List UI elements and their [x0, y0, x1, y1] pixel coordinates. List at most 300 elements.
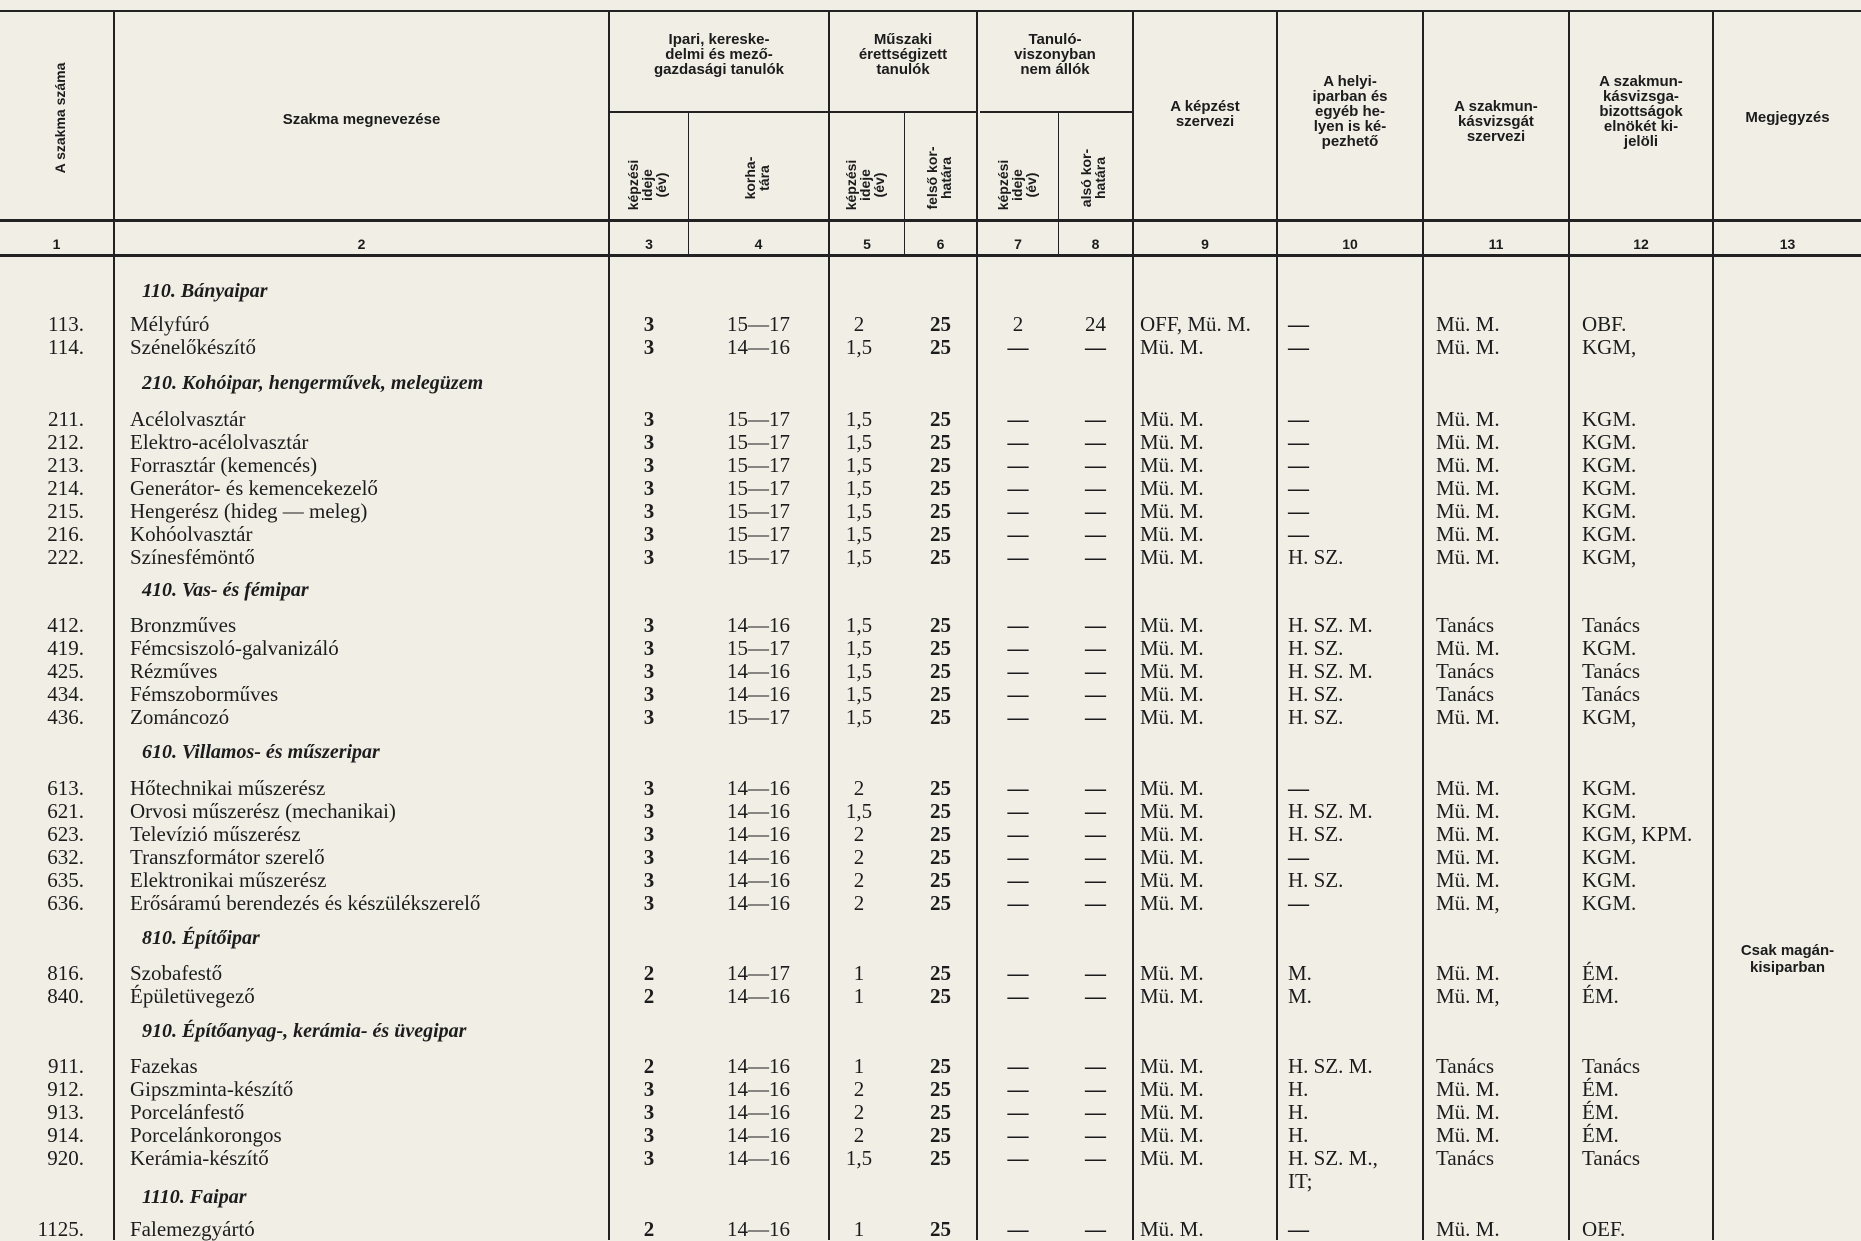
cell-c12: KGM,: [1582, 705, 1637, 729]
cell-c10: H. SZ. M.: [1288, 613, 1373, 637]
cell-c12: ÉM.: [1582, 1100, 1619, 1124]
cell-c3: 3: [643, 659, 655, 683]
row-name: Porcelánkorongos: [130, 1123, 282, 1147]
cell-c8: —: [1085, 891, 1106, 915]
cell-c10: —: [1288, 776, 1309, 800]
cell-c7: —: [1007, 822, 1029, 846]
header-elnok: A szakmun- kásvizsga- bizottságok elnökét ki- jelöli: [1599, 73, 1683, 150]
cell-c5: 2: [853, 1100, 865, 1124]
cell-c6: 25: [930, 984, 951, 1008]
cell-c6: 25: [930, 682, 951, 706]
cell-c6: 25: [930, 545, 951, 569]
cell-c7: —: [1007, 682, 1029, 706]
megjegyzes-note: Csak magán- kisiparban: [1740, 942, 1835, 976]
cell-c7: —: [1007, 335, 1029, 359]
cell-c12: KGM,: [1582, 545, 1637, 569]
group-rule-tanulo: [980, 111, 1132, 113]
header-korhatara-4: korha- tára: [742, 156, 772, 200]
header-megjegyzes: Megjegyzés: [1745, 109, 1830, 126]
row-name: Kerámia-készítő: [130, 1146, 269, 1170]
cell-c6: 25: [930, 776, 951, 800]
cell-c5: 2: [853, 868, 865, 892]
cell-c11: Mü. M.: [1436, 407, 1500, 431]
cell-c6: 25: [930, 868, 951, 892]
cell-c5: 1,5: [845, 430, 873, 454]
header-muszaki-group: Műszaki érettségizett tanulók: [858, 31, 948, 78]
cell-c8: —: [1085, 659, 1106, 683]
cell-c5: 1,5: [845, 659, 873, 683]
cell-c10: H. SZ.: [1288, 822, 1344, 846]
cell-c12: KGM.: [1582, 499, 1637, 523]
cell-c12: KGM.: [1582, 845, 1637, 869]
row-name: Épületüvegező: [130, 984, 255, 1008]
col-rule: [1712, 10, 1714, 1240]
cell-c12: Tanács: [1582, 682, 1640, 706]
cell-c9: Mü. M.: [1140, 1077, 1204, 1101]
row-name: Transzformátor szerelő: [130, 845, 325, 869]
row-code: 613.: [47, 776, 84, 800]
cell-c11: Mü. M.: [1436, 545, 1500, 569]
col-rule: [1422, 10, 1424, 1240]
cell-c10: H. SZ.: [1288, 682, 1344, 706]
cell-c6: 25: [930, 613, 951, 637]
cell-c5: 2: [853, 845, 865, 869]
cell-c7: —: [1007, 430, 1029, 454]
row-code: 215.: [47, 499, 84, 523]
cell-c4: 14—16: [727, 659, 790, 683]
row-code: 211.: [48, 407, 84, 431]
cell-c7: —: [1007, 1217, 1029, 1241]
cell-c9: OFF, Mü. M.: [1140, 312, 1251, 336]
cell-c3: 3: [643, 430, 655, 454]
cell-c11: Mü. M,: [1436, 984, 1500, 1008]
row-name: Szénelőkészítő: [130, 335, 256, 359]
cell-c12: KGM,: [1582, 335, 1637, 359]
cell-c7: —: [1007, 891, 1029, 915]
col-number: 11: [1488, 236, 1504, 252]
cell-c4: 14—16: [727, 1123, 790, 1147]
row-name: Fazekas: [130, 1054, 198, 1078]
cell-c11: Mü. M.: [1436, 1100, 1500, 1124]
cell-c3: 3: [643, 1100, 655, 1124]
cell-c9: Mü. M.: [1140, 613, 1204, 637]
col-number: 10: [1342, 236, 1358, 252]
cell-c8: —: [1085, 636, 1106, 660]
cell-c5: 1,5: [845, 335, 873, 359]
cell-c3: 2: [643, 961, 655, 985]
cell-c10: H. SZ. M.,: [1288, 1146, 1378, 1170]
cell-c4: 15—17: [727, 407, 790, 431]
cell-c10: H. SZ. M.: [1288, 799, 1373, 823]
cell-c12: KGM.: [1582, 868, 1637, 892]
cell-c10: —: [1288, 312, 1309, 336]
cell-c8: —: [1085, 1217, 1106, 1241]
row-code: 114.: [48, 335, 84, 359]
row-name: Mélyfúró: [130, 312, 210, 336]
cell-c4: 14—16: [727, 776, 790, 800]
cell-c8: —: [1085, 961, 1106, 985]
header-kepzesi-ideje-7: képzési ideje (év): [995, 159, 1039, 211]
cell-c8: —: [1085, 799, 1106, 823]
section-heading: 210. Kohóipar, hengerművek, melegüzem: [142, 372, 484, 394]
cell-c8: —: [1085, 613, 1106, 637]
cell-c11: Mü. M.: [1436, 776, 1500, 800]
header-ipari-group: Ipari, kereske- delmi és mező- gazdasági tanulók: [653, 31, 785, 78]
col-number: 2: [357, 236, 366, 252]
row-name: Zománcozó: [130, 705, 230, 729]
cell-c6: 25: [930, 430, 951, 454]
cell-c10: —: [1288, 891, 1309, 915]
cell-c11: Mü. M.: [1436, 453, 1500, 477]
cell-c10: H. SZ.: [1288, 705, 1344, 729]
col-number: 5: [863, 236, 871, 252]
cell-c6: 25: [930, 891, 951, 915]
header-szervezi: A képzést szervezi: [1170, 98, 1240, 130]
group-rule-ipari: [610, 111, 828, 113]
row-name: Erősáramú berendezés és készülékszerelő: [130, 891, 481, 915]
row-name: Kohóolvasztár: [130, 522, 253, 546]
cell-c10: —: [1288, 522, 1309, 546]
cell-c7: —: [1007, 659, 1029, 683]
cell-c7: —: [1007, 636, 1029, 660]
row-code: 213.: [47, 453, 84, 477]
cell-c5: 2: [853, 1077, 865, 1101]
cell-c10: H.: [1288, 1123, 1309, 1147]
cell-c3: 3: [643, 682, 655, 706]
cell-c6: 25: [930, 453, 951, 477]
row-name: Szobafestő: [130, 961, 223, 985]
cell-c10: —: [1288, 453, 1309, 477]
cell-c9: Mü. M.: [1140, 891, 1204, 915]
cell-c6: 25: [930, 705, 951, 729]
row-code: 222.: [47, 545, 84, 569]
cell-c5: 1,5: [845, 407, 873, 431]
header-megnevezes: Szakma megnevezése: [282, 111, 441, 128]
cell-c5: 1,5: [845, 522, 873, 546]
row-code: 621.: [47, 799, 84, 823]
cell-c10: H.: [1288, 1077, 1309, 1101]
row-name: Fémcsiszoló-galvanizáló: [130, 636, 339, 660]
cell-c8: —: [1085, 868, 1106, 892]
col-number: 8: [1091, 236, 1100, 252]
cell-c8: —: [1085, 682, 1106, 706]
header-kepzesi-ideje-5: képzési ideje (év): [843, 159, 887, 211]
cell-c12: KGM.: [1582, 430, 1637, 454]
cell-c9: Mü. M.: [1140, 845, 1204, 869]
cell-c9: Mü. M.: [1140, 522, 1204, 546]
row-code: 419.: [47, 636, 84, 660]
cell-c4: 14—16: [727, 1146, 790, 1170]
cell-c9: Mü. M.: [1140, 1054, 1204, 1078]
row-code: 1125.: [37, 1217, 84, 1241]
top-rule: [0, 10, 1861, 12]
row-name: Hengerész (hideg — meleg): [130, 499, 368, 523]
cell-c11: Mü. M.: [1436, 476, 1500, 500]
cell-c5: 1,5: [845, 682, 873, 706]
cell-c11: Mü. M.: [1436, 868, 1500, 892]
cell-c10: —: [1288, 476, 1309, 500]
cell-c4: 14—16: [727, 891, 790, 915]
row-code: 436.: [47, 705, 84, 729]
cell-c4: 14—16: [727, 799, 790, 823]
cell-c3: 3: [643, 1146, 655, 1170]
cell-c4: 14—16: [727, 868, 790, 892]
cell-c11: Mü. M.: [1436, 636, 1500, 660]
section-heading: 610. Villamos- és műszeripar: [142, 741, 380, 763]
col-rule: [1276, 10, 1278, 1240]
cell-c9: Mü. M.: [1140, 1217, 1204, 1241]
cell-c3: 3: [643, 891, 655, 915]
cell-c11: Tanács: [1436, 659, 1494, 683]
cell-c3: 2: [643, 984, 655, 1008]
cell-c4: 15—17: [727, 476, 790, 500]
cell-c9: Mü. M.: [1140, 961, 1204, 985]
row-code: 913.: [47, 1100, 84, 1124]
cell-c9: Mü. M.: [1140, 868, 1204, 892]
cell-c3: 2: [643, 1054, 655, 1078]
cell-c8: —: [1085, 822, 1106, 846]
row-name: Forrasztár (kemencés): [130, 453, 318, 477]
cell-c6: 25: [930, 499, 951, 523]
cell-c3: 3: [643, 776, 655, 800]
cell-c9: Mü. M.: [1140, 636, 1204, 660]
cell-c8: —: [1085, 476, 1106, 500]
cell-c8: —: [1085, 1054, 1106, 1078]
cell-c8: —: [1085, 499, 1106, 523]
cell-c4: 14—16: [727, 1100, 790, 1124]
cell-c5: 1,5: [845, 705, 873, 729]
cell-c11: Mü. M.: [1436, 1217, 1500, 1241]
cell-c8: —: [1085, 984, 1106, 1008]
cell-c4: 15—17: [727, 522, 790, 546]
cell-c5: 1,5: [845, 613, 873, 637]
cell-c12: Tanács: [1582, 613, 1640, 637]
cell-c10: M.: [1288, 961, 1312, 985]
cell-c7: —: [1007, 1077, 1029, 1101]
row-code: 920.: [47, 1146, 84, 1170]
cell-c7: —: [1007, 545, 1029, 569]
cell-c5: 1: [853, 1217, 865, 1241]
row-code: 632.: [47, 845, 84, 869]
cell-c7: —: [1007, 522, 1029, 546]
cell-c4: 14—16: [727, 1077, 790, 1101]
cell-c12: ÉM.: [1582, 1077, 1619, 1101]
cell-c3: 3: [643, 636, 655, 660]
cell-c11: Mü. M.: [1436, 845, 1500, 869]
cell-c4: 15—17: [727, 499, 790, 523]
row-name: Hőtechnikai műszerész: [130, 776, 326, 800]
cell-c4: 14—16: [727, 845, 790, 869]
cell-c3: 3: [643, 613, 655, 637]
header-felso-korhatara-6: felső kor- határa: [924, 146, 954, 210]
cell-c4: 15—17: [727, 705, 790, 729]
cell-c8: —: [1085, 845, 1106, 869]
header-vizsga-szervezi: A szakmun- kásvizsgát szervezi: [1454, 98, 1538, 145]
row-code: 216.: [47, 522, 84, 546]
cell-c6: 25: [930, 476, 951, 500]
cell-c6: 25: [930, 1054, 951, 1078]
header-szakma-szama: A szakma száma: [52, 62, 68, 174]
cell-c4: 14—16: [727, 613, 790, 637]
cell-c5: 1,5: [845, 453, 873, 477]
cell-c8: —: [1085, 407, 1106, 431]
cell-c7: —: [1007, 453, 1029, 477]
cell-c11: Mü. M.: [1436, 335, 1500, 359]
cell-c8: —: [1085, 430, 1106, 454]
cell-c12: ÉM.: [1582, 961, 1619, 985]
cell-c11: Mü. M.: [1436, 312, 1500, 336]
col-number: 13: [1779, 236, 1796, 252]
cell-c7: —: [1007, 613, 1029, 637]
cell-c9: Mü. M.: [1140, 476, 1204, 500]
cell-c5: 2: [853, 776, 865, 800]
cell-c3: 3: [643, 705, 655, 729]
cell-c7: —: [1007, 407, 1029, 431]
cell-c6: 25: [930, 335, 951, 359]
cell-c7: —: [1007, 1146, 1029, 1170]
row-code: 635.: [47, 868, 84, 892]
cell-c11: Mü. M.: [1436, 1123, 1500, 1147]
cell-c9: Mü. M.: [1140, 430, 1204, 454]
cell-c12: KGM, KPM.: [1582, 822, 1693, 846]
cell-c5: 1,5: [845, 499, 873, 523]
cell-c6: 25: [930, 312, 951, 336]
section-heading: 810. Építőipar: [142, 927, 260, 949]
header-tanulo-group: Tanuló- viszonyban nem állók: [1014, 31, 1096, 78]
cell-c3: 3: [643, 407, 655, 431]
cell-c10: H.: [1288, 1100, 1309, 1124]
cell-c4: 15—17: [727, 312, 790, 336]
row-code: 914.: [47, 1123, 84, 1147]
cell-c12: Tanács: [1582, 1146, 1640, 1170]
cell-c7: —: [1007, 1123, 1029, 1147]
row-code: 816.: [47, 961, 84, 985]
col-number: 4: [754, 236, 763, 252]
header-helyi: A helyi- iparban és egyéb he- lyen is ké- pezhető: [1312, 73, 1388, 150]
row-code: 911.: [48, 1054, 84, 1078]
cell-c12: Tanács: [1582, 1054, 1640, 1078]
col-number: 9: [1201, 236, 1209, 252]
col-rule: [113, 10, 115, 1240]
cell-c12: KGM.: [1582, 636, 1637, 660]
cell-c12: ÉM.: [1582, 984, 1619, 1008]
row-name: Színesfémöntő: [130, 545, 255, 569]
cell-c5: 1,5: [845, 799, 873, 823]
cell-c9: Mü. M.: [1140, 1100, 1204, 1124]
cell-c12: KGM.: [1582, 891, 1637, 915]
row-name: Rézműves: [130, 659, 218, 683]
row-name: Televízió műszerész: [130, 822, 301, 846]
cell-c11: Tanács: [1436, 1146, 1494, 1170]
cell-c10: —: [1288, 499, 1309, 523]
row-name: Fémszoborműves: [130, 682, 279, 706]
row-code: 912.: [47, 1077, 84, 1101]
cell-c11: Mü. M.: [1436, 522, 1500, 546]
cell-c7: —: [1007, 984, 1029, 1008]
header-kepzesi-ideje-3: képzési ideje (év): [625, 159, 669, 211]
row-code: 636.: [47, 891, 84, 915]
cell-c10: —: [1288, 430, 1309, 454]
cell-c11: Mü. M.: [1436, 499, 1500, 523]
cell-c6: 25: [930, 407, 951, 431]
cell-c4: 15—17: [727, 453, 790, 477]
cell-c10: —: [1288, 845, 1309, 869]
cell-c3: 3: [643, 1077, 655, 1101]
row-name: Elektro-acélolvasztár: [130, 430, 309, 454]
cell-c6: 25: [930, 799, 951, 823]
row-code: 113.: [48, 312, 84, 336]
section-heading: 410. Vas- és fémipar: [142, 579, 309, 601]
row-name: Bronzműves: [130, 613, 237, 637]
cell-c11: Mü. M.: [1436, 822, 1500, 846]
cell-c8: 24: [1085, 312, 1106, 336]
cell-c6: 25: [930, 636, 951, 660]
cell-c11: Mü. M.: [1436, 430, 1500, 454]
cell-c4: 15—17: [727, 636, 790, 660]
cell-c4: 14—16: [727, 822, 790, 846]
cell-c10: H. SZ. M.: [1288, 659, 1373, 683]
row-name: Generátor- és kemencekezelő: [130, 476, 378, 500]
group-rule-muszaki: [830, 111, 976, 113]
section-heading: 1110. Faipar: [142, 1186, 247, 1208]
cell-c4: 14—16: [727, 984, 790, 1008]
cell-c9: Mü. M.: [1140, 659, 1204, 683]
cell-c11: Mü. M.: [1436, 1077, 1500, 1101]
cell-c5: 2: [853, 1123, 865, 1147]
cell-c6: 25: [930, 822, 951, 846]
cell-c9: Mü. M.: [1140, 499, 1204, 523]
cell-c9: Mü. M.: [1140, 799, 1204, 823]
cell-c11: Tanács: [1436, 682, 1494, 706]
cell-c4: 14—16: [727, 335, 790, 359]
cell-c11: Mü. M,: [1436, 891, 1500, 915]
cell-c7: —: [1007, 705, 1029, 729]
cell-c10: H. SZ.: [1288, 545, 1344, 569]
cell-c11: Mü. M.: [1436, 705, 1500, 729]
cell-c3: 3: [643, 822, 655, 846]
cell-c4: 14—16: [727, 682, 790, 706]
cell-c5: 1,5: [845, 476, 873, 500]
row-name: Acélolvasztár: [130, 407, 246, 431]
cell-c3: 3: [643, 868, 655, 892]
cell-c6: 25: [930, 1217, 951, 1241]
cell-c6: 25: [930, 1100, 951, 1124]
cell-c10: —: [1288, 407, 1309, 431]
cell-c3: 3: [643, 453, 655, 477]
row-code: 840.: [47, 984, 84, 1008]
row-code: 212.: [47, 430, 84, 454]
row-code: 425.: [47, 659, 84, 683]
cell-c11: Mü. M.: [1436, 799, 1500, 823]
cell-c10: M.: [1288, 984, 1312, 1008]
cell-c12: KGM.: [1582, 799, 1637, 823]
row-code: 412.: [47, 613, 84, 637]
cell-c10: H. SZ. M.: [1288, 1054, 1373, 1078]
cell-c12: KGM.: [1582, 522, 1637, 546]
col-number: 1: [52, 236, 61, 252]
cell-c8: —: [1085, 1146, 1106, 1170]
cell-c6: 25: [930, 1146, 951, 1170]
row-code: 623.: [47, 822, 84, 846]
cell-c8: —: [1085, 335, 1106, 359]
col-number: 7: [1014, 236, 1022, 252]
cell-c6: 25: [930, 845, 951, 869]
cell-c9: Mü. M.: [1140, 1123, 1204, 1147]
row-name: Orvosi műszerész (mechanikai): [130, 799, 396, 823]
cell-c9: Mü. M.: [1140, 453, 1204, 477]
cell-c7: —: [1007, 961, 1029, 985]
cell-c5: 2: [853, 822, 865, 846]
